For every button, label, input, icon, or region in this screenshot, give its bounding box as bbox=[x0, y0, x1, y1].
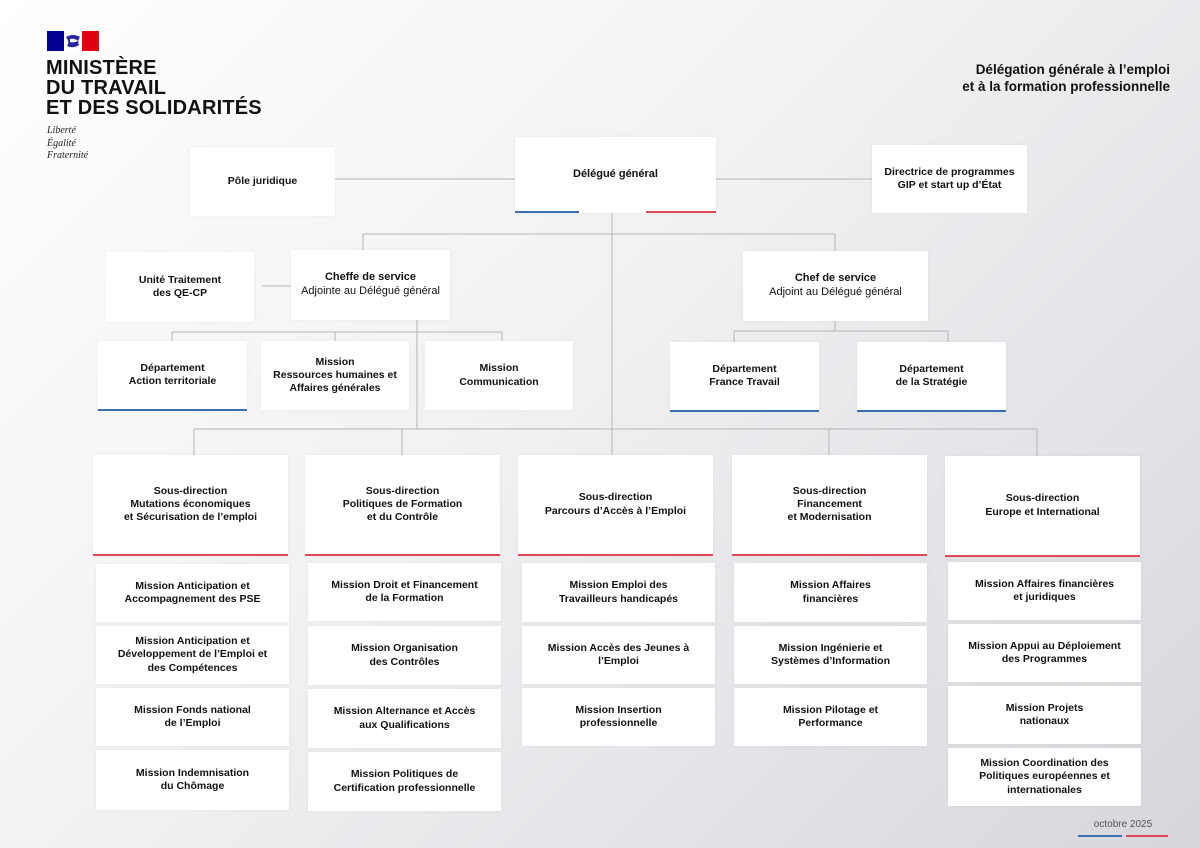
ministry-name: MINISTÈRE DU TRAVAIL ET DES SOLIDARITÉS bbox=[46, 57, 262, 119]
chef-service-subtitle: Adjoint au Délégué général bbox=[769, 286, 902, 298]
republic-motto: Liberté Égalité Fraternité bbox=[47, 125, 89, 161]
pole-juridique-box bbox=[190, 147, 335, 216]
mission-label: Mission Ingénierie et Systèmes d’Information bbox=[770, 641, 891, 667]
mission-label: Mission Insertion professionnelle bbox=[575, 703, 662, 729]
mission-box bbox=[522, 626, 715, 684]
mission-label: Mission Appui au Déploiement des Programmes bbox=[968, 639, 1121, 665]
departement-strategie-box bbox=[857, 342, 1006, 412]
mission-rh-box bbox=[261, 341, 409, 410]
subdirection-title: Sous-direction Politiques de Formation et du Contrôle bbox=[342, 484, 463, 524]
directrice-programmes-label: Directrice de programmes GIP et start up d’État bbox=[884, 165, 1015, 191]
mission-box bbox=[96, 626, 289, 684]
publication-date: octobre 2025 bbox=[1093, 819, 1153, 830]
departement-action-territoriale-box bbox=[98, 341, 247, 411]
subdirection-box bbox=[93, 455, 288, 556]
mission-label: Mission Alternance et Accès aux Qualifications bbox=[333, 705, 476, 731]
chef-service-title: Chef de service bbox=[794, 272, 877, 285]
mission-label: Mission Organisation des Contrôles bbox=[351, 642, 458, 668]
mission-label: Mission Anticipation et Développement de l’Emploi et des Compétences bbox=[117, 635, 268, 674]
departement-france-travail-box bbox=[670, 342, 819, 412]
mission-box bbox=[308, 689, 501, 748]
marianne-logo-icon bbox=[47, 31, 99, 51]
mission-label: Mission Indemnisation du Chômage bbox=[135, 766, 250, 792]
date-underline-blue bbox=[1078, 835, 1122, 837]
mission-box bbox=[308, 563, 501, 621]
mission-box bbox=[948, 624, 1141, 682]
mission-box bbox=[308, 626, 501, 685]
mission-communication-box bbox=[425, 341, 573, 410]
departement-france-travail-label: Département France Travail bbox=[709, 362, 780, 388]
mission-box bbox=[96, 688, 289, 746]
subdirection-box bbox=[518, 455, 713, 556]
mission-box bbox=[522, 688, 715, 746]
mission-box bbox=[96, 564, 289, 622]
cheffe-service-title: Cheffe de service bbox=[324, 271, 417, 284]
date-underline-red bbox=[1126, 835, 1168, 837]
mission-box bbox=[734, 626, 927, 684]
mission-box bbox=[734, 563, 927, 622]
cheffe-service-subtitle: Adjointe au Délégué général bbox=[301, 285, 440, 297]
mission-label: Mission Droit et Financement de la Formation bbox=[331, 578, 478, 604]
subdirection-box bbox=[945, 456, 1140, 557]
mission-box bbox=[96, 750, 289, 810]
mission-label: Mission Emploi des Travailleurs handicapés bbox=[558, 579, 679, 605]
mission-label: Mission Pilotage et Performance bbox=[782, 703, 879, 729]
mission-box bbox=[948, 562, 1141, 620]
delegue-general-underline-blue bbox=[515, 211, 579, 213]
subdirection-box bbox=[305, 455, 500, 556]
subdirection-title: Sous-direction Parcours d’Accès à l’Emploi bbox=[544, 491, 687, 517]
subdirection-box bbox=[732, 455, 927, 556]
mission-box bbox=[308, 752, 501, 811]
delegue-general-box bbox=[515, 137, 716, 213]
subdirection-title: Sous-direction Europe et International bbox=[985, 492, 1100, 518]
mission-label: Mission Projets nationaux bbox=[1005, 701, 1084, 727]
mission-box bbox=[948, 748, 1141, 806]
mission-label: Mission Accès des Jeunes à l’Emploi bbox=[547, 641, 690, 667]
directrice-programmes-box bbox=[872, 145, 1027, 213]
chef-service-box bbox=[743, 251, 928, 321]
mission-rh-label: Mission Ressources humaines et Affaires générales bbox=[273, 355, 397, 395]
mission-communication-label: Mission Communication bbox=[459, 362, 539, 388]
cheffe-service-box bbox=[291, 250, 450, 320]
mission-label: Mission Affaires financières et juridiques bbox=[974, 577, 1115, 603]
delegue-general-underline-red bbox=[646, 211, 716, 213]
department-title: Délégation générale à l’emploi et à la formation professionnelle bbox=[962, 62, 1170, 94]
mission-box bbox=[948, 686, 1141, 744]
delegue-general-label: Délégué général bbox=[573, 168, 658, 181]
mission-box bbox=[522, 563, 715, 622]
departement-action-territoriale-label: Département Action territoriale bbox=[128, 361, 217, 387]
mission-label: Mission Politiques de Certification professionnelle bbox=[333, 768, 476, 794]
pole-juridique-label: Pôle juridique bbox=[227, 174, 298, 187]
subdirection-title: Sous-direction Mutations économiques et Sécurisation de l’emploi bbox=[123, 484, 258, 524]
subdirection-title: Sous-direction Financement et Modernisation bbox=[787, 484, 872, 524]
mission-label: Mission Fonds national de l’Emploi bbox=[134, 703, 251, 729]
mission-label: Mission Coordination des Politiques européennes et internationales bbox=[979, 757, 1110, 796]
mission-box bbox=[734, 688, 927, 746]
unite-traitement-label: Unité Traitement des QE-CP bbox=[138, 273, 222, 299]
mission-label: Mission Anticipation et Accompagnement des PSE bbox=[124, 579, 261, 605]
unite-traitement-box bbox=[106, 252, 254, 322]
mission-label: Mission Affaires financières bbox=[790, 579, 871, 605]
departement-strategie-label: Département de la Stratégie bbox=[895, 362, 968, 388]
